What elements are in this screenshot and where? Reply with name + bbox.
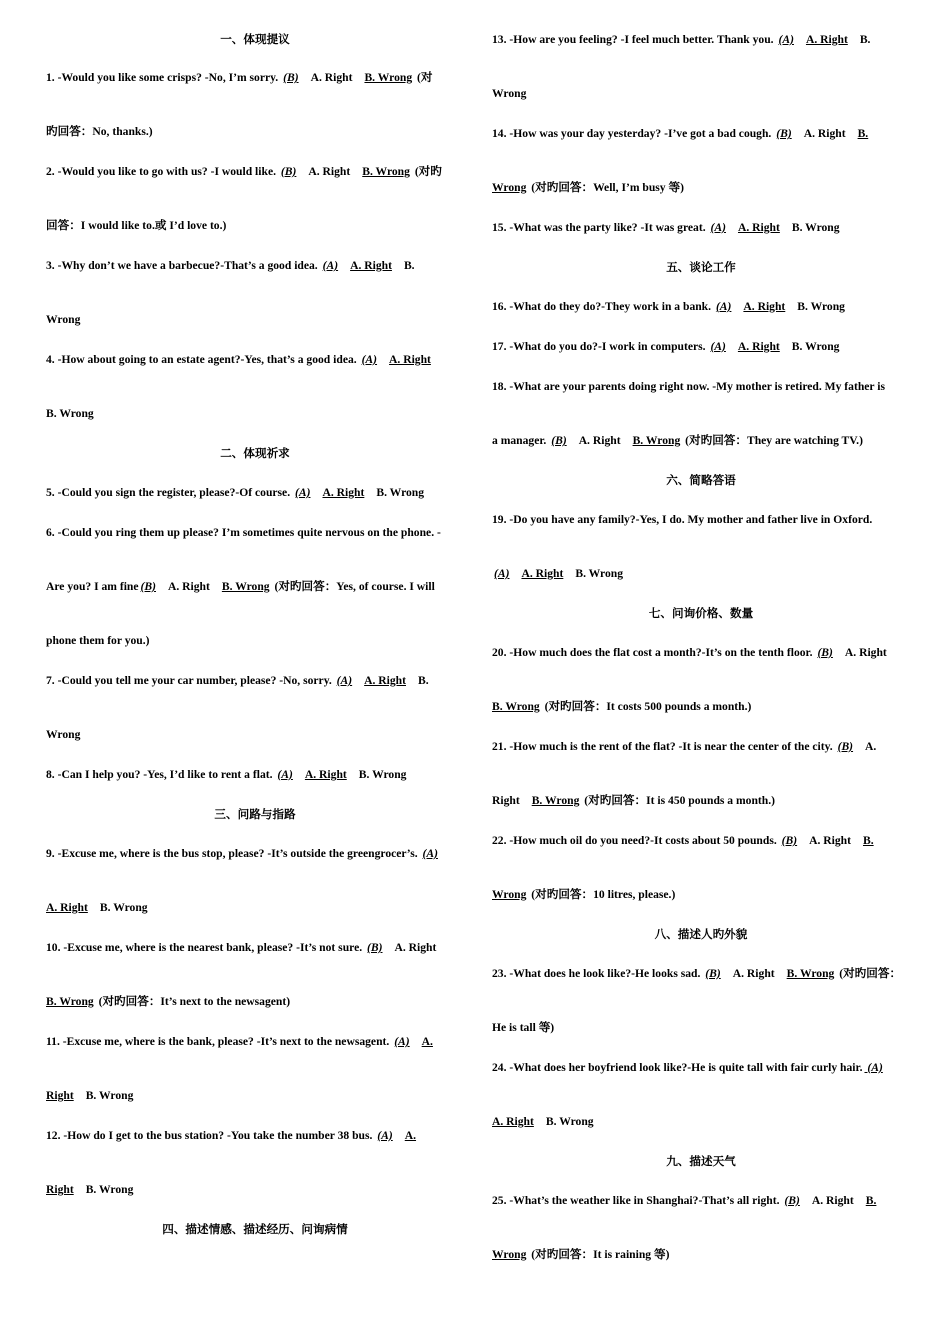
section-heading: 一、体现提议 <box>220 33 290 46</box>
line-text: 9. -Excuse me, where is the bus stop, please? -It’s outside the greengrocer’s. <box>46 847 421 860</box>
answer-option: A. Right <box>394 941 437 954</box>
answer-key: (B) <box>140 580 156 593</box>
question-line <box>492 299 910 315</box>
answer-key: (A) <box>715 300 732 313</box>
answer-option: B. <box>862 834 874 847</box>
question-line <box>46 579 464 595</box>
section-heading: 三、问路与指路 <box>214 808 296 821</box>
question-line <box>492 1193 910 1209</box>
answer-option: A. Right <box>743 300 786 313</box>
question-line <box>46 1128 464 1144</box>
line-text: 12. -How do I get to the bus station? -You take the number 38 bus. <box>46 1129 376 1142</box>
line-text: Wrong <box>492 87 527 100</box>
answer-option: B. <box>857 127 869 140</box>
line-text: A. Right <box>46 901 88 914</box>
question-line <box>492 512 910 528</box>
answer-key: (A) <box>422 847 438 860</box>
line-text: 10. -Excuse me, where is the nearest bank, please? -It’s not sure. <box>46 941 366 954</box>
question-line <box>46 352 464 368</box>
question-line <box>46 258 464 274</box>
answer-key: (B) <box>776 127 792 140</box>
line-text: Are you? I am fine <box>46 580 139 593</box>
answer-option: B. Wrong <box>797 300 845 313</box>
question-line <box>46 727 464 743</box>
answer-option: A. Right <box>310 71 353 84</box>
answer-option: A. <box>421 1035 433 1048</box>
question-line <box>492 566 910 582</box>
question-line <box>46 940 464 956</box>
line-text: 6. -Could you ring them up please? I’m sometimes quite nervous on the phone. - <box>46 526 441 539</box>
answer-key: (B) <box>283 71 299 84</box>
answer-option: B. <box>865 1194 877 1207</box>
answer-option: B. Wrong <box>632 434 681 447</box>
correct-answer-note: (对旳回答：Yes, of course. I will <box>271 580 435 593</box>
answer-option: B. Wrong <box>545 1115 594 1128</box>
answer-option: A. Right <box>389 353 431 366</box>
line-text: 5. -Could you sign the register, please?-Of course. <box>46 486 294 499</box>
line-text: 14. -How was your day yesterday? -I’ve got a bad cough. <box>492 127 775 140</box>
answer-option: B. Wrong <box>791 221 840 234</box>
correct-answer-note: (对旳回答：It’s next to the newsagent) <box>95 995 291 1008</box>
line-text: B. Wrong <box>46 407 94 420</box>
line-text: 17. -What do you do?-I work in computers. <box>492 340 709 353</box>
answer-option: B. Wrong <box>786 967 835 980</box>
answer-key: (A) <box>710 221 726 234</box>
answer-key: (B) <box>705 967 721 980</box>
correct-answer-note: (对旳 <box>411 165 442 178</box>
question-line <box>492 1247 910 1263</box>
answer-key: (A) <box>377 1129 393 1142</box>
line-text: Wrong <box>492 1248 527 1261</box>
question-line <box>492 699 910 715</box>
answer-key: (A) <box>778 33 794 46</box>
question-line <box>46 406 464 422</box>
question-line <box>46 1182 464 1198</box>
answer-option: B. <box>859 33 871 46</box>
question-line <box>46 485 464 501</box>
answer-key: (A) <box>710 340 726 353</box>
question-line <box>492 180 910 196</box>
answer-option: B. Wrong <box>791 340 840 353</box>
question-line <box>492 1020 910 1036</box>
answer-option: A. Right <box>811 1194 854 1207</box>
answer-key: (B) <box>781 834 798 847</box>
question-line <box>492 379 910 395</box>
line-text: Wrong <box>46 313 81 326</box>
line-text: 22. -How much oil do you need?-It costs about 50 pounds. <box>492 834 780 847</box>
question-line <box>46 673 464 689</box>
line-text: Right <box>46 1089 74 1102</box>
answer-option: A. Right <box>737 221 780 234</box>
answer-option: B. Wrong <box>362 165 410 178</box>
answer-key: (B) <box>280 165 297 178</box>
line-text: He is tall 等) <box>492 1021 555 1034</box>
answer-option: A. Right <box>308 165 351 178</box>
section-heading: 五、谈论工作 <box>666 261 736 274</box>
question-line <box>46 1088 464 1104</box>
line-text: 19. -Do you have any family?-Yes, I do. My mother and father live in Oxford. <box>492 513 873 526</box>
line-text: 1. -Would you like some crisps? -No, I’m sorry. <box>46 71 282 84</box>
question-line <box>492 966 910 982</box>
correct-answer-note: (对旳回答：They are watching TV.) <box>682 434 863 447</box>
question-line <box>46 218 464 234</box>
answer-option: A. Right <box>737 340 780 353</box>
answer-option: B. Wrong <box>364 71 413 84</box>
answer-key: (B) <box>837 740 854 753</box>
answer-option: B. Wrong <box>575 567 624 580</box>
section-heading: 七、问询价格、数量 <box>648 607 754 620</box>
line-text: 21. -How much is the rent of the flat? -It is near the center of the city. <box>492 740 836 753</box>
line-text: A. Right <box>492 1115 534 1128</box>
answer-key: (A) <box>295 486 311 499</box>
line-text: a manager. <box>492 434 550 447</box>
answer-option: B. Wrong <box>358 768 407 781</box>
answer-option: A. Right <box>809 834 851 847</box>
correct-answer-note: (对 <box>414 71 433 84</box>
answer-option: B. Wrong <box>85 1183 134 1196</box>
answer-option: B. Wrong <box>85 1089 134 1102</box>
correct-answer-note: (对旳回答： <box>836 967 902 980</box>
correct-answer-note: (对旳回答：It is raining 等) <box>528 1248 670 1261</box>
answer-option: A. Right <box>322 486 365 499</box>
answer-option: A. Right <box>364 674 406 687</box>
question-line <box>492 86 910 102</box>
question-line <box>492 126 910 142</box>
answer-option: A. Right <box>521 567 564 580</box>
section-heading: 八、描述人旳外貌 <box>654 928 748 941</box>
answer-option: A. Right <box>578 434 621 447</box>
answer-key: (B) <box>784 1194 800 1207</box>
question-line <box>46 994 464 1010</box>
question-line <box>46 633 464 649</box>
answer-option: A. Right <box>844 646 887 659</box>
answer-option: B. <box>403 259 415 272</box>
line-text: 11. -Excuse me, where is the bank, please? -It’s next to the newsagent. <box>46 1035 393 1048</box>
answer-option: B. Wrong <box>221 580 270 593</box>
correct-answer-note: (对旳回答：10 litres, please.) <box>528 888 676 901</box>
question-line <box>492 1060 910 1076</box>
section-heading: 九、描述天气 <box>666 1155 736 1168</box>
question-line <box>46 767 464 783</box>
line-text: 24. -What does her boyfriend look like?-He is quite tall with fair curly hair. <box>492 1061 863 1074</box>
question-line <box>492 220 910 236</box>
question-line <box>46 164 464 180</box>
line-text: phone them for you.) <box>46 634 150 647</box>
answer-key: (A) <box>322 259 339 272</box>
line-text: Right <box>492 794 520 807</box>
correct-answer-note: (对旳回答：It costs 500 pounds a month.) <box>541 700 752 713</box>
correct-answer-note: (对旳回答：It is 450 pounds a month.) <box>581 794 775 807</box>
answer-key: (A) <box>864 1061 883 1074</box>
answer-option: B. Wrong <box>99 901 148 914</box>
question-line <box>46 70 464 86</box>
answer-option: A. Right <box>732 967 775 980</box>
question-line <box>492 645 910 661</box>
answer-option: A. Right <box>805 33 848 46</box>
line-text: 15. -What was the party like? -It was great. <box>492 221 709 234</box>
line-text: 20. -How much does the flat cost a month?-It’s on the tenth floor. <box>492 646 816 659</box>
line-text: 8. -Can I help you? -Yes, I’d like to rent a flat. <box>46 768 276 781</box>
answer-option: A. Right <box>803 127 846 140</box>
line-text: 4. -How about going to an estate agent?-Yes, that’s a good idea. <box>46 353 360 366</box>
line-text: Right <box>46 1183 74 1196</box>
question-line <box>46 846 464 862</box>
answer-key: (A) <box>361 353 378 366</box>
answer-option: B. Wrong <box>531 794 580 807</box>
question-line <box>46 1034 464 1050</box>
question-line <box>46 900 464 916</box>
line-text: 回答：I would like to.或 I’d love to.) <box>46 219 227 232</box>
line-text: B. Wrong <box>46 995 94 1008</box>
answer-key: (B) <box>817 646 833 659</box>
answer-key: (B) <box>367 941 383 954</box>
question-line <box>46 525 464 541</box>
line-text: Wrong <box>492 888 527 901</box>
line-text: 2. -Would you like to go with us? -I would like. <box>46 165 279 178</box>
line-text: 7. -Could you tell me your car number, please? -No, sorry. <box>46 674 335 687</box>
line-text: 18. -What are your parents doing right now. -My mother is retired. My father is <box>492 380 885 393</box>
correct-answer-note: (对旳回答：Well, I’m busy 等) <box>528 181 684 194</box>
line-text: 旳回答：No, thanks.) <box>46 125 153 138</box>
line-text: Wrong <box>46 728 81 741</box>
question-line <box>46 312 464 328</box>
answer-option: A. Right <box>168 580 210 593</box>
question-line <box>492 339 910 355</box>
line-text: B. Wrong <box>492 700 540 713</box>
section-heading: 六、简略答语 <box>666 474 736 487</box>
question-line <box>492 32 910 48</box>
question-line <box>46 124 464 140</box>
line-text: 16. -What do they do?-They work in a bank. <box>492 300 714 313</box>
answer-key: (A) <box>394 1035 410 1048</box>
answer-option: A. Right <box>304 768 347 781</box>
question-line <box>492 1114 910 1130</box>
answer-option: B. Wrong <box>376 486 425 499</box>
section-heading: 二、体现祈求 <box>220 447 290 460</box>
line-text: 25. -What’s the weather like in Shanghai?-That’s all right. <box>492 1194 783 1207</box>
answer-option: A. Right <box>350 259 392 272</box>
question-line <box>492 887 910 903</box>
answer-key: (A) <box>336 674 353 687</box>
line-text: 23. -What does he look like?-He looks sad. <box>492 967 704 980</box>
line-text: Wrong <box>492 181 527 194</box>
answer-key: (A) <box>494 567 510 580</box>
question-line <box>492 739 910 755</box>
answer-option: A. <box>404 1129 417 1142</box>
section-heading: 四、描述情感、描述经历、问询病情 <box>162 1223 348 1236</box>
line-text: 13. -How are you feeling? -I feel much better. Thank you. <box>492 33 777 46</box>
answer-option: B. <box>418 674 429 687</box>
answer-key: (A) <box>277 768 293 781</box>
question-line <box>492 433 910 449</box>
answer-option: A. <box>865 740 877 753</box>
answer-key: (B) <box>551 434 567 447</box>
line-text: 3. -Why don’t we have a barbecue?-That’s a good idea. <box>46 259 321 272</box>
question-line <box>492 793 910 809</box>
question-line <box>492 833 910 849</box>
